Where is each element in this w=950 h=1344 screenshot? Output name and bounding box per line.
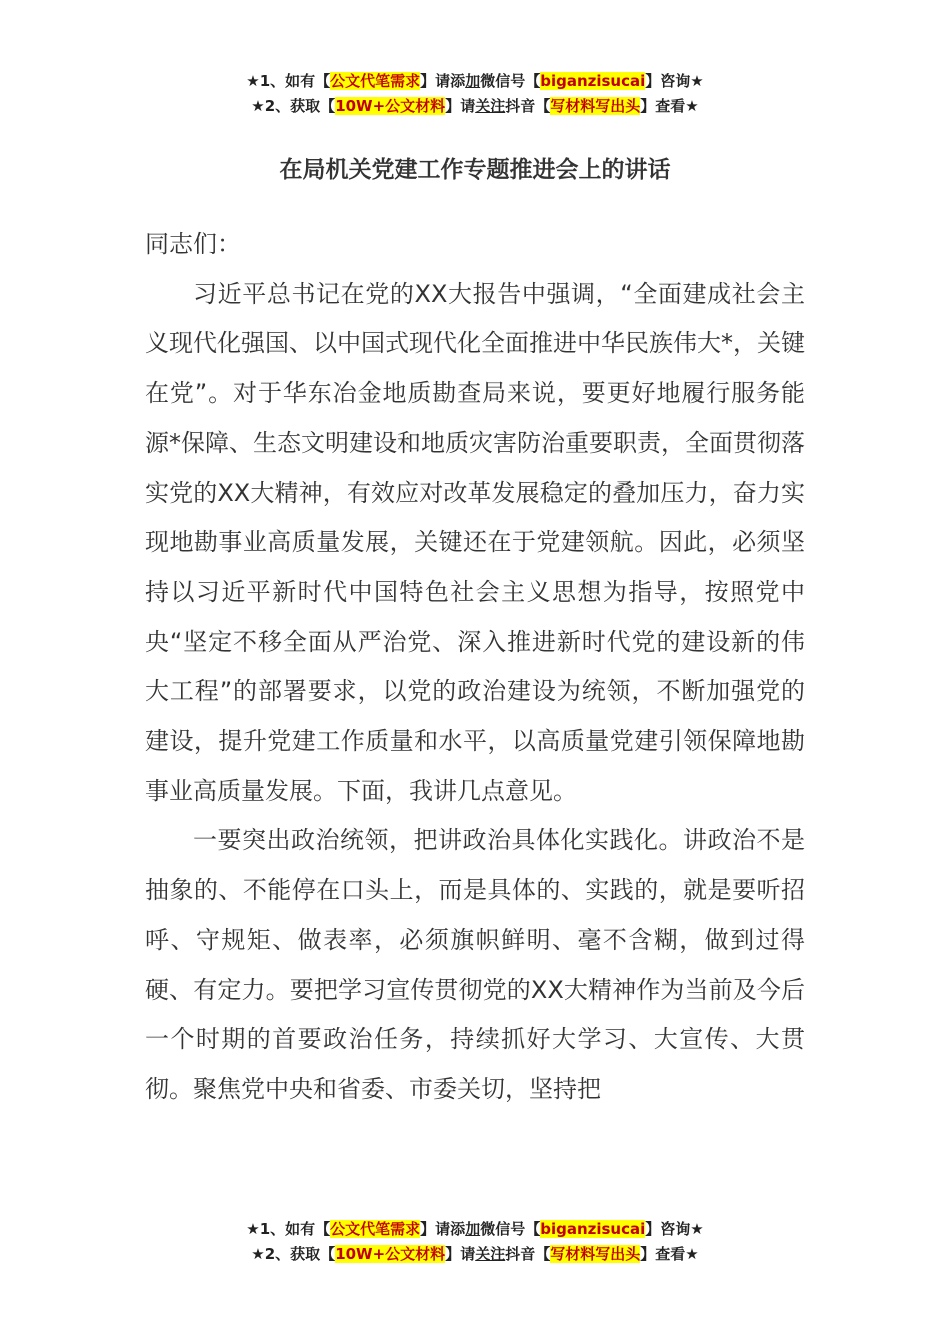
- highlight-materials: 10W+公文材料: [335, 1245, 446, 1263]
- paragraph: 习近平总书记在党的XX大报告中强调，“全面建成社会主义现代化强国、以中国式现代化全面推进中华民族伟大*，关键在党”。对于华东冶金地质勘查局来说，要更好地履行服务能源*保障、生态文明建设和地质灾害防治重要职责，全面贯彻落实党的XX大精神，有效应对改革发展稳定的叠加压力，奋力实现地勘事业高质量发展，关键还在于党建领航。因此，必须坚持以习近平新时代中国特色社会主义思想为指导，按照党中央“坚定不移全面从严治党、深入推进新时代党的建设新的伟大工程”的部署要求，以党的政治建设为统领，不断加强党的建设，提升党建工作质量和水平，以高质量党建引领保障地勘事业高质量发展。下面，我讲几点意见。: [145, 279, 805, 805]
- header-banner: [0, 69, 950, 119]
- banner-line-2: ★2、获取【10W+公文材料】请关注抖音【写材料写出头】查看★: [251, 1245, 699, 1263]
- highlight-service: 公文代笔需求: [330, 1220, 421, 1238]
- banner-line-2: ★2、获取【10W+公文材料】请关注抖音【写材料写出头】查看★: [251, 97, 699, 115]
- salutation: 同志们：: [145, 230, 241, 258]
- footer-banner: [0, 1217, 950, 1267]
- banner-line-1: ★1、如有【公文代笔需求】请添加微信号【biganzisucai】咨询★: [246, 1220, 704, 1238]
- document-title: 在局机关党建工作专题推进会上的讲话: [279, 157, 671, 183]
- highlight-service: 公文代笔需求: [330, 72, 421, 90]
- highlight-materials: 10W+公文材料: [335, 97, 446, 115]
- highlight-douyin: 写材料写出头: [550, 1245, 641, 1263]
- banner-line-1: ★1、如有【公文代笔需求】请添加微信号【biganzisucai】咨询★: [246, 72, 704, 90]
- document-body: [145, 220, 805, 1115]
- highlight-wechat-id: biganzisucai: [540, 72, 646, 90]
- highlight-douyin: 写材料写出头: [550, 97, 641, 115]
- highlight-wechat-id: biganzisucai: [540, 1220, 646, 1238]
- paragraph: 一要突出政治统领，把讲政治具体化实践化。讲政治不是抽象的、不能停在口头上，而是具体的、实践的，就是要听招呼、守规矩、做表率，必须旗帜鲜明、毫不含糊，做到过得硬、有定力。要把学习宣传贯彻党的XX大精神作为当前及今后一个时期的首要政治任务，持续抓好大学习、大宣传、大贯彻。聚焦党中央和省委、市委关切，坚持把: [145, 826, 805, 1103]
